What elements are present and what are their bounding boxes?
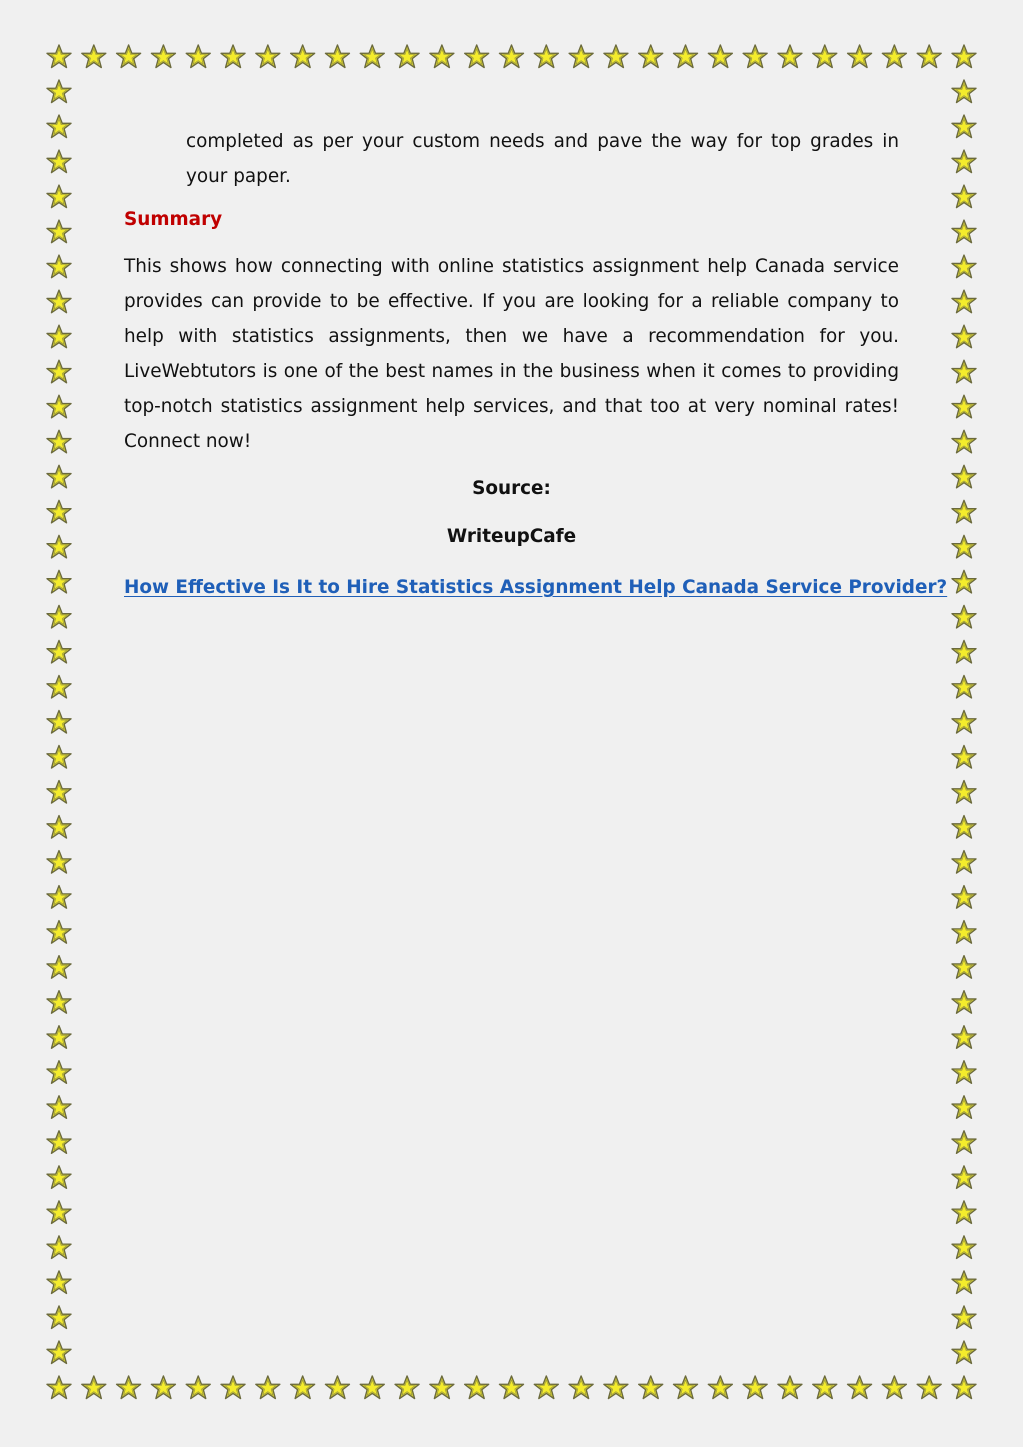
- star-icon: [47, 535, 71, 558]
- star-icon: [952, 255, 976, 278]
- star-icon: [917, 1376, 941, 1399]
- star-icon: [743, 45, 767, 68]
- star-icon: [117, 1376, 141, 1399]
- star-icon: [952, 45, 976, 68]
- star-icon: [848, 45, 872, 68]
- star-icon: [952, 1096, 976, 1119]
- star-icon: [952, 500, 976, 523]
- star-icon: [639, 1376, 663, 1399]
- source-label: Source:: [472, 478, 551, 499]
- star-icon: [47, 886, 71, 909]
- star-icon: [47, 851, 71, 874]
- star-icon: [291, 1376, 315, 1399]
- star-icon: [47, 1026, 71, 1049]
- star-icon: [47, 290, 71, 313]
- star-icon: [952, 290, 976, 313]
- source-name: WriteupCafe: [446, 526, 577, 547]
- star-icon: [47, 816, 71, 839]
- star-icon: [117, 45, 141, 68]
- star-icon: [952, 1306, 976, 1329]
- star-icon: [47, 115, 71, 138]
- star-icon: [47, 185, 71, 208]
- star-icon: [430, 45, 454, 68]
- star-icon: [47, 1236, 71, 1259]
- star-icon: [47, 150, 71, 173]
- star-icon: [47, 465, 71, 488]
- star-icon: [465, 1376, 489, 1399]
- star-icon: [952, 430, 976, 453]
- star-icon: [639, 45, 663, 68]
- star-icon: [47, 781, 71, 804]
- star-icon: [47, 430, 71, 453]
- star-icon: [952, 1201, 976, 1224]
- star-icon: [47, 711, 71, 734]
- star-icon: [952, 325, 976, 348]
- star-icon: [952, 605, 976, 628]
- star-icon: [325, 1376, 349, 1399]
- star-icon: [952, 185, 976, 208]
- star-icon: [47, 500, 71, 523]
- left-star-column: [47, 80, 71, 1363]
- star-icon: [534, 45, 558, 68]
- star-icon: [917, 45, 941, 68]
- star-icon: [360, 1376, 384, 1399]
- star-icon: [47, 605, 71, 628]
- star-icon: [952, 465, 976, 488]
- star-icon: [47, 1201, 71, 1224]
- star-icon: [882, 1376, 906, 1399]
- star-icon: [221, 45, 245, 68]
- star-icon: [186, 1376, 210, 1399]
- star-icon: [604, 45, 628, 68]
- star-icon: [848, 1376, 872, 1399]
- star-icon: [813, 1376, 837, 1399]
- star-icon: [952, 1341, 976, 1364]
- star-icon: [47, 255, 71, 278]
- star-icon: [952, 1271, 976, 1294]
- star-icon: [221, 1376, 245, 1399]
- star-icon: [952, 80, 976, 103]
- star-icon: [778, 1376, 802, 1399]
- source-article-link[interactable]: How Effective Is It to Hire Statistics Assignment Help Canada Service Provider?: [124, 577, 948, 598]
- star-icon: [882, 45, 906, 68]
- star-icon: [952, 1236, 976, 1259]
- star-icon: [778, 45, 802, 68]
- star-icon: [360, 45, 384, 68]
- star-icon: [256, 1376, 280, 1399]
- right-star-column: [952, 80, 976, 1363]
- star-icon: [186, 45, 210, 68]
- star-icon: [325, 45, 349, 68]
- star-icon: [569, 45, 593, 68]
- star-icon: [952, 886, 976, 909]
- top-star-row: [47, 45, 976, 68]
- star-icon: [952, 535, 976, 558]
- star-icon: [952, 150, 976, 173]
- star-icon: [47, 921, 71, 944]
- star-icon: [465, 45, 489, 68]
- star-icon: [534, 1376, 558, 1399]
- star-icon: [952, 395, 976, 418]
- star-icon: [47, 1306, 71, 1329]
- star-icon: [813, 45, 837, 68]
- star-icon: [47, 395, 71, 418]
- star-icon: [395, 1376, 419, 1399]
- star-icon: [952, 1166, 976, 1189]
- star-icon: [952, 1376, 976, 1399]
- star-icon: [47, 360, 71, 383]
- star-icon: [952, 746, 976, 769]
- star-icon: [569, 1376, 593, 1399]
- document-content: [124, 124, 948, 602]
- star-icon: [47, 1061, 71, 1084]
- star-icon: [952, 115, 976, 138]
- star-icon: [674, 1376, 698, 1399]
- star-icon: [708, 45, 732, 68]
- star-icon: [47, 1166, 71, 1189]
- summary-heading: Summary: [124, 209, 223, 230]
- bottom-star-row: [47, 1376, 976, 1399]
- star-icon: [47, 991, 71, 1014]
- star-icon: [500, 1376, 524, 1399]
- star-icon: [47, 1341, 71, 1364]
- star-icon: [952, 570, 976, 593]
- star-icon: [47, 80, 71, 103]
- star-icon: [952, 781, 976, 804]
- star-icon: [82, 1376, 106, 1399]
- star-icon: [395, 45, 419, 68]
- star-icon: [47, 675, 71, 698]
- star-icon: [952, 816, 976, 839]
- star-icon: [47, 1376, 71, 1399]
- summary-paragraph: This shows how connecting with online statistics assignment help Canada service provides can provide to be effective. If you are looking for a reliable company to help with statistics assignments, then we have a recommendation for you. LiveWebtutors is one of the best names in the business when it comes to providing top-notch statistics assignment help services, and that too at very nominal rates! Connect now!: [124, 256, 899, 452]
- star-icon: [952, 220, 976, 243]
- star-icon: [151, 1376, 175, 1399]
- star-icon: [256, 45, 280, 68]
- star-icon: [47, 1096, 71, 1119]
- star-icon: [47, 570, 71, 593]
- star-icon: [47, 45, 71, 68]
- star-icon: [674, 45, 698, 68]
- star-icon: [47, 1271, 71, 1294]
- star-icon: [47, 220, 71, 243]
- star-icon: [430, 1376, 454, 1399]
- star-icon: [47, 746, 71, 769]
- star-icon: [82, 45, 106, 68]
- star-icon: [952, 1026, 976, 1049]
- star-icon: [952, 711, 976, 734]
- star-icon: [952, 1061, 976, 1084]
- star-icon: [47, 1131, 71, 1154]
- continued-list-text: completed as per your custom needs and pave the way for top grades in your paper.: [186, 131, 899, 187]
- star-icon: [47, 325, 71, 348]
- star-icon: [604, 1376, 628, 1399]
- star-icon: [952, 675, 976, 698]
- star-icon: [151, 45, 175, 68]
- star-icon: [47, 956, 71, 979]
- star-icon: [952, 921, 976, 944]
- star-icon: [952, 1131, 976, 1154]
- star-icon: [500, 45, 524, 68]
- star-icon: [291, 45, 315, 68]
- star-icon: [952, 956, 976, 979]
- star-icon: [708, 1376, 732, 1399]
- star-icon: [952, 991, 976, 1014]
- star-icon: [952, 640, 976, 663]
- star-icon: [743, 1376, 767, 1399]
- star-icon: [952, 851, 976, 874]
- star-icon: [952, 360, 976, 383]
- star-icon: [47, 640, 71, 663]
